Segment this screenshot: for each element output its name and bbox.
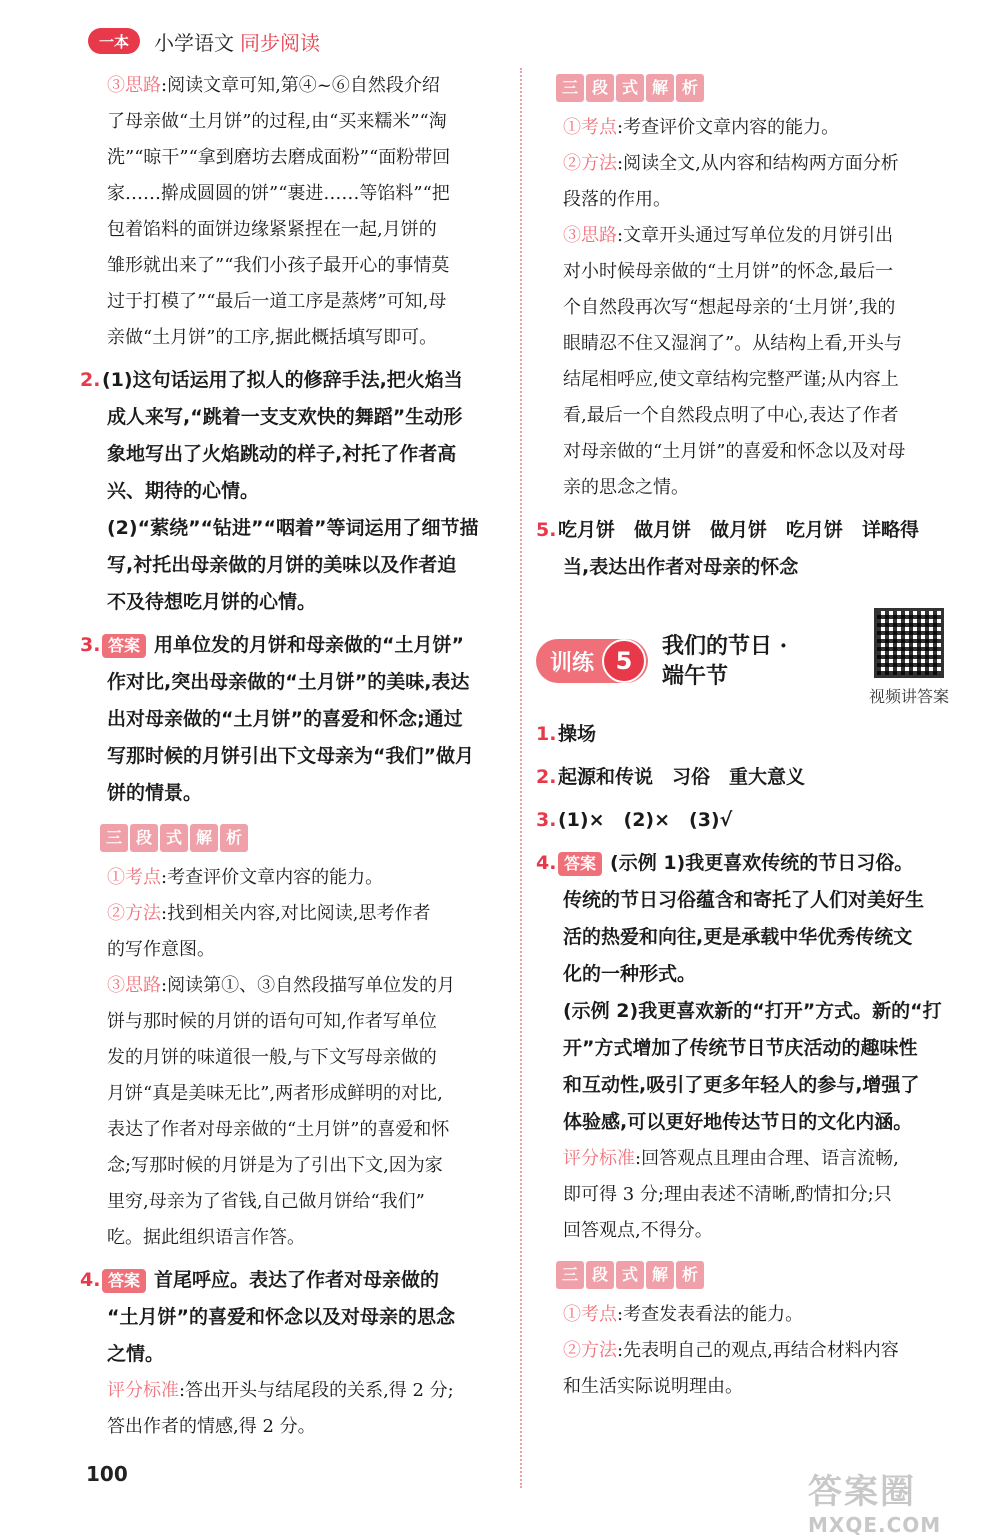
t1: 1.操场	[536, 723, 597, 745]
q3-analysis: ①考点:考查评价文章内容的能力。 ②方法:找到相关内容,对比阅读,思考作者 的写作意图。 ③思路:阅读第①、③自然段描写单位发的月 饼与那时候的月饼的语句可知,作者写单位 发的月饼的味道很一般,与下文写母亲做的 月饼“真是美味无比”,两者形成鲜明的对比, 表达了作者对母亲做的“土月饼”的喜爱和怀 念;写那时候的月饼是为了引出下文,因为家 里穷,母亲为了省钱,自己做月饼给“我们” 吃。据此组织语言作答。	[107, 867, 456, 1248]
score-standard-label: 评分标准	[107, 1380, 179, 1401]
t4: 4. 答案 (示例 1)我更喜欢传统的节日习俗。 传统的节日习俗蕴含和寄托了人们对美好生 活的热爱和向往,更是承载中华优秀传统文 化的一种形式。 (示例 2)我更喜欢新的“打开”方式。新的“打 开”方式增加了传统节日节庆活动的趣味性 和互动性,吸引了更多年轻人的参与,增强了 体验感,可以更好地传达节日的文化内涵。 评分标准:回答观点且理由合理、语言流畅, 即可得 3 分;理由表述不清晰,酌情扣分;只 回答观点,不得分。	[536, 852, 942, 1241]
question-number: 3.	[80, 634, 101, 656]
video-answer-qr[interactable]	[854, 608, 964, 707]
training-header	[536, 616, 966, 706]
answer-tag: 答案	[102, 634, 146, 658]
header-title-main: 小学语文	[154, 30, 234, 55]
t4-analysis: ①考点:考查发表看法的能力。 ②方法:先表明自己的观点,再结合材料内容 和生活实际说明理由。	[563, 1304, 899, 1397]
three-part-analysis-tag: 三 段 式 解 析	[100, 824, 250, 854]
question-number: 2.	[80, 369, 101, 391]
three-part-analysis-tag: 三 段 式 解 析	[556, 74, 706, 104]
question-5: 5.吃月饼 做月饼 做月饼 吃月饼 详略得 当,表达出作者对母亲的怀念	[536, 512, 966, 586]
question-number: 5.	[536, 519, 557, 541]
brand-logo: 一本	[88, 28, 140, 54]
qr-code-icon[interactable]	[874, 608, 944, 678]
page-number: 100	[86, 1462, 128, 1486]
header-title	[154, 27, 320, 56]
score-standard-label: 评分标准	[563, 1148, 635, 1169]
left-column	[80, 68, 506, 1451]
page-header	[88, 24, 320, 58]
question-number: 4.	[80, 1269, 101, 1291]
thinking-label: ③思路	[107, 75, 161, 96]
training-number: 5	[602, 639, 646, 683]
question-4: 4. 答案 首尾呼应。表达了作者对母亲做的 “土月饼”的喜爱和怀念以及对母亲的思念 之情。 评分标准:答出开头与结尾段的关系,得 2 分; 答出作者的情感,得 2 分。	[80, 1262, 506, 1445]
q4-analysis: ①考点:考查评价文章内容的能力。 ②方法:阅读全文,从内容和结构两方面分析 段落的作用。 ③思路:文章开头通过写单位发的月饼引出 对小时候母亲做的“土月饼”的怀念,最后一 个自然段再次写“想起母亲的‘土月饼’,我的 眼睛忍不住又湿润了”。从结构上看,开头与 结尾相呼应,使文章结构完整严谨;从内容上 看,最后一个自然段点明了中心,表达了作者 对母亲做的“土月饼”的喜爱和怀念以及对母 亲的思念之情。	[563, 117, 906, 498]
question-3: 3. 答案 用单位发的月饼和母亲做的“土月饼” 作对比,突出母亲做的“土月饼”的美味,表达 出对母亲做的“土月饼”的喜爱和怀念;通过 写那时候的月饼引出下文母亲为“我们”做月 饼的情景。	[80, 627, 506, 812]
three-part-analysis-tag: 三 段 式 解 析	[556, 1261, 706, 1291]
answer-tag: 答案	[558, 852, 602, 876]
watermark: 答案圈 MXQE.COM	[808, 1472, 942, 1537]
answer-tag: 答案	[102, 1269, 146, 1293]
header-title-sub: 同步阅读	[240, 30, 320, 55]
training-badge: 训练 5	[536, 639, 648, 683]
right-column	[536, 68, 966, 1411]
qr-label: 视频讲答案	[868, 687, 949, 706]
t3: 3.(1)× (2)× (3)√	[536, 809, 733, 831]
column-divider	[520, 68, 522, 1488]
question-2: 2.(1)这句话运用了拟人的修辞手法,把火焰当 成人来写,“跳着一支支欢快的舞蹈”生动形 象地写出了火焰跳动的样子,衬托了作者高 兴、期待的心情。 (2)“萦绕”“钻进”“咽着”等词运用了细节描 写,衬托出母亲做的月饼的美味以及作者迫 不及待想吃月饼的心情。	[80, 362, 506, 621]
training-title: 我们的节日 · 端午节	[662, 633, 788, 689]
q1-thinking: ③思路:阅读文章可知,第④~⑥自然段介绍 了母亲做“土月饼”的过程,由“买来糯米”“淘 洗”“晾干”“拿到磨坊去磨成面粉”“面粉带回 家……擀成圆圆的饼”“裹进……等馅料”“把 包着馅料的面饼边缘紧紧捏在一起,月饼的 雏形就出来了”“我们小孩子最开心的事情莫 过于打模了”“最后一道工序是蒸烤”可知,母 亲做“土月饼”的工序,据此概括填写即可。	[107, 75, 451, 348]
t2: 2.起源和传说 习俗 重大意义	[536, 766, 806, 788]
